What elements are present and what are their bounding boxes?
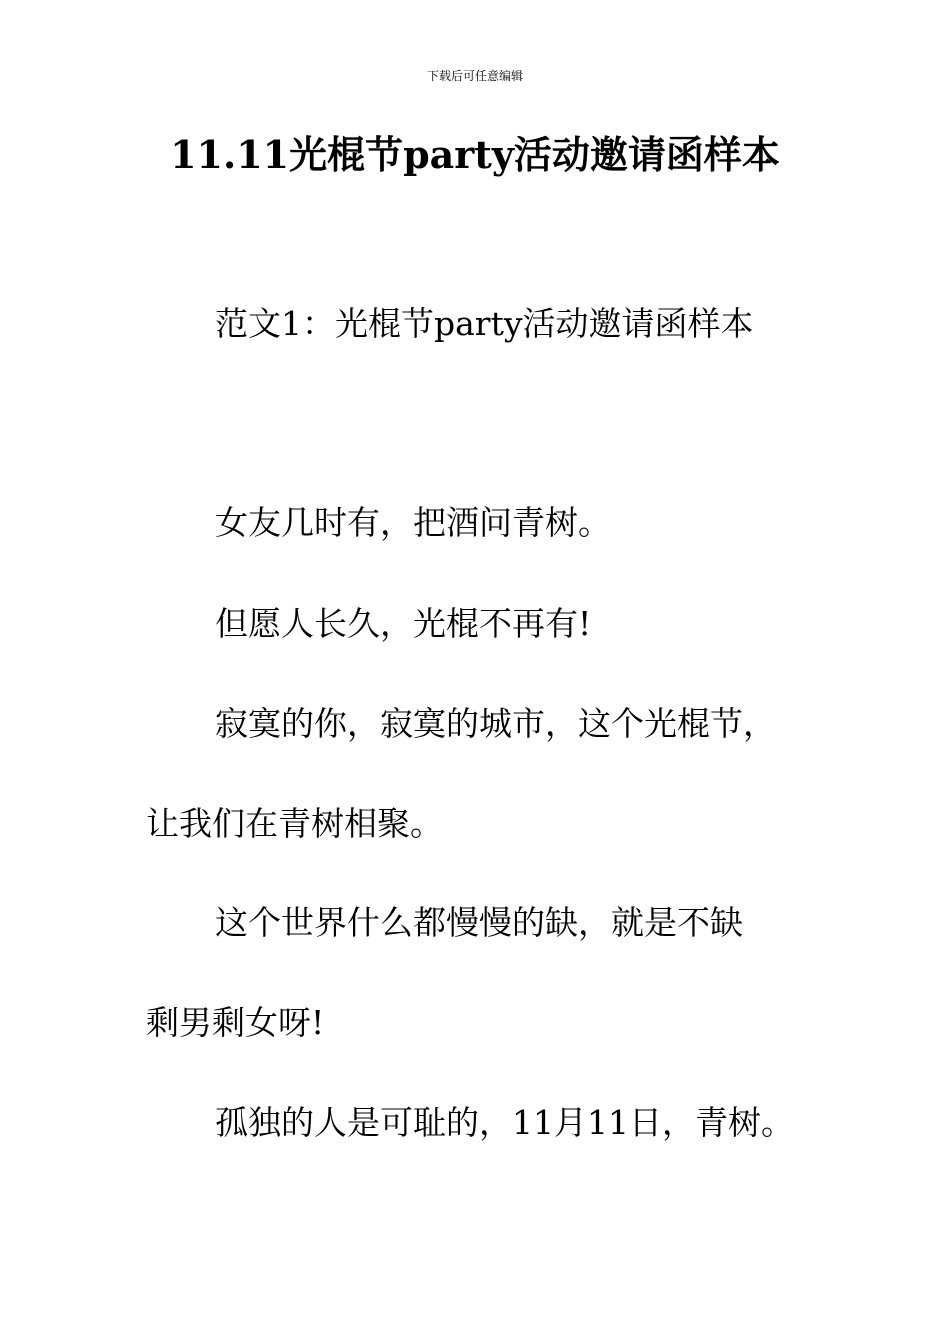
page-title: 11.11光棍节party活动邀请函样本 xyxy=(170,132,780,177)
body-line: 女友几时有，把酒问青树。 xyxy=(215,503,611,542)
body-line: 寂寞的你，寂寞的城市，这个光棍节， xyxy=(215,704,776,743)
body-line: 剩男剩女呀! xyxy=(146,1003,325,1042)
subtitle: 范文1：光棍节party活动邀请函样本 xyxy=(215,304,754,343)
body-line: 但愿人长久，光棍不再有! xyxy=(215,604,592,643)
body-line: 这个世界什么都慢慢的缺，就是不缺 xyxy=(215,903,743,942)
body-line: 让我们在青树相聚。 xyxy=(146,804,443,843)
header-note: 下载后可任意编辑 xyxy=(426,69,523,83)
body-line: 孤独的人是可耻的，11月11日，青树。 xyxy=(215,1103,794,1142)
